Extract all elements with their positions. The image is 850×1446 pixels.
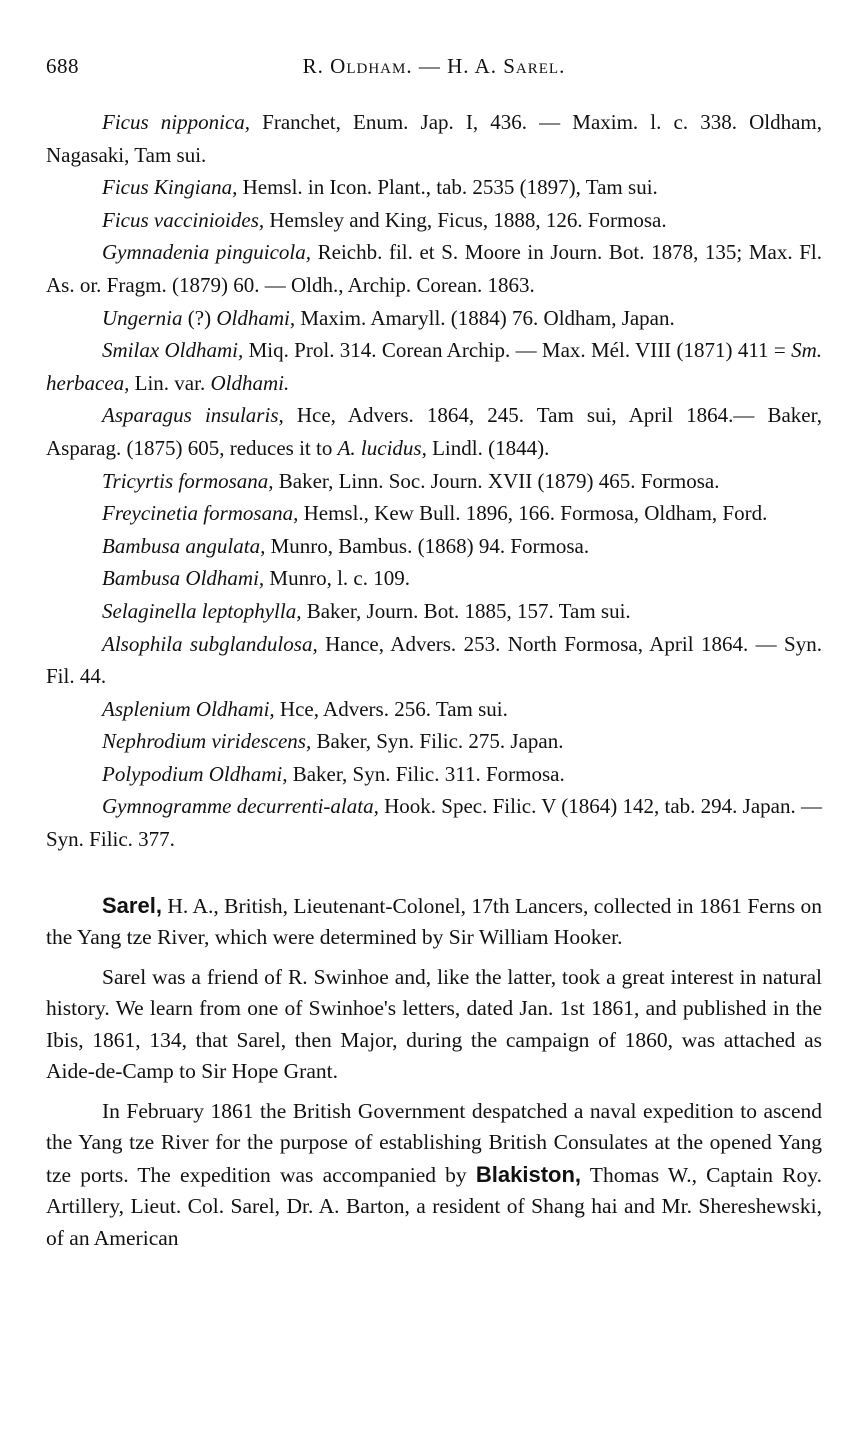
- body-paragraph: [46, 890, 822, 954]
- citation-text: (?): [182, 305, 217, 330]
- citation-text: Hce, Advers. 1864, 245. Tam sui, April 1864.— Baker, Asparag. (1875) 605, reduces it to: [46, 403, 822, 460]
- species-entry: [46, 497, 822, 530]
- citation-text: In February 1861 the British Government despatched a naval expedition to ascend the Yang tze River for the purpose of establishing British Consulates at the opened Yang tze ports. The expedition was accompanied by: [46, 1098, 822, 1187]
- citation-text: Miq. Prol. 314. Corean Archip. — Max. Mél. VIII (1871) 411 =: [243, 338, 792, 363]
- citation-text: Munro, Bambus. (1868) 94. Formosa.: [265, 533, 590, 558]
- citation-text: Baker, Journ. Bot. 1885, 157. Tam sui.: [301, 598, 631, 623]
- species-entry: [46, 530, 822, 563]
- species-entry: [46, 562, 822, 595]
- citation-text: Maxim. Amaryll. (1884) 76. Oldham, Japan.: [295, 305, 675, 330]
- species-entry: [46, 236, 822, 301]
- taxon-name: Oldhami.: [210, 370, 290, 395]
- species-entry: [46, 171, 822, 204]
- sarel-biography-section: [46, 890, 822, 1255]
- citation-text: Hance, Advers. 253. North Formosa, April 1864. — Syn. Fil. 44.: [46, 631, 822, 689]
- citation-text: Reichb. fil. et S. Moore in Journ. Bot. 1878, 135; Max. Fl. As. or. Fragm. (1879) 60. — Oldh., Archip. Corean. 1863.: [46, 240, 822, 297]
- citation-text: Baker, Syn. Filic. 311. Formosa.: [287, 761, 565, 786]
- page-number: 688: [46, 54, 79, 78]
- citation-text: Lindl. (1844).: [426, 435, 550, 460]
- citation-text: H. A., British, Lieutenant-Colonel, 17th Lancers, collected in 1861 Ferns on the Yang tze River, which were determined by Sir William Hooker.: [46, 893, 822, 950]
- citation-text: Baker, Linn. Soc. Journ. XVII (1879) 465. Formosa.: [273, 468, 720, 493]
- species-entry: [46, 595, 822, 628]
- species-entry: [46, 204, 822, 237]
- species-entry: [46, 465, 822, 498]
- citation-text: Hemsley and King, Ficus, 1888, 126. Formosa.: [264, 207, 667, 232]
- taxon-name: Bambusa angulata,: [102, 533, 266, 558]
- body-paragraph: [46, 1096, 822, 1255]
- species-entry: [46, 334, 822, 399]
- citation-text: Baker, Syn. Filic. 275. Japan.: [311, 729, 564, 754]
- taxon-name: Tricyrtis formosana,: [102, 468, 274, 493]
- taxon-name: Oldhami,: [216, 305, 296, 330]
- page-header: [46, 48, 822, 88]
- taxon-name: Asparagus insularis,: [102, 403, 284, 428]
- taxon-name: Smilax Oldhami,: [102, 338, 244, 363]
- taxon-name: Selaginella leptophylla,: [102, 598, 302, 623]
- citation-text: Hce, Advers. 256. Tam sui.: [274, 696, 508, 721]
- person-name: Sarel,: [102, 892, 162, 918]
- species-entry: [46, 693, 822, 726]
- taxon-name: Sm. herbacea,: [46, 338, 823, 395]
- taxon-name: Nephrodium viridescens,: [102, 729, 312, 754]
- person-name: Blakiston,: [475, 1161, 582, 1187]
- species-entry: [46, 758, 822, 791]
- species-entry: [46, 302, 822, 335]
- taxon-name: Bambusa Oldhami,: [102, 566, 265, 591]
- citation-text: Hemsl. in Icon. Plant., tab. 2535 (1897), Tam sui.: [237, 175, 658, 200]
- taxon-name: Ficus Kingiana,: [102, 175, 238, 200]
- citation-text: Franchet, Enum. Jap. I, 436. — Maxim. l. c. 338. Oldham, Nagasaki, Tam sui.: [46, 110, 822, 167]
- species-entry: [46, 628, 822, 693]
- taxon-name: A. lucidus,: [337, 435, 427, 460]
- taxon-name: Ungernia: [102, 305, 183, 330]
- citation-text: Thomas W., Captain Roy. Artillery, Lieut. Col. Sarel, Dr. A. Barton, a resident of Shang hai and Mr. Shereshewski, of an American: [46, 1162, 823, 1250]
- taxon-name: Ficus vaccinioides,: [102, 207, 265, 232]
- species-entry: [46, 725, 822, 758]
- citation-text: Sarel was a friend of R. Swinhoe and, like the latter, took a great interest in natural history. We learn from one of Swinhoe's letters, dated Jan. 1st 1861, and published in the Ibis, 1861, 134, that Sarel, then Major, during the campaign of 1860, was attached as Aide-de-Camp to Sir Hope Grant.: [46, 964, 822, 1084]
- species-entry: [46, 399, 822, 464]
- taxon-name: Freycinetia formosana,: [102, 501, 299, 526]
- citation-text: Hook. Spec. Filic. V (1864) 142, tab. 294. Japan. — Syn. Filic. 377.: [46, 794, 822, 852]
- species-entry-list: [46, 106, 822, 856]
- citation-text: Munro, l. c. 109.: [264, 566, 410, 591]
- taxon-name: Asplenium Oldhami,: [102, 696, 275, 721]
- taxon-name: Ficus nipponica,: [102, 110, 251, 134]
- citation-text: Hemsl., Kew Bull. 1896, 166. Formosa, Oldham, Ford.: [298, 501, 768, 526]
- taxon-name: Alsophila subglandulosa,: [102, 631, 318, 656]
- running-head: R. Oldham. — H. A. Sarel.: [302, 54, 566, 78]
- taxon-name: Gymnogramme decurrenti-alata,: [102, 794, 379, 819]
- taxon-name: Gymnadenia pinguicola,: [102, 240, 311, 265]
- body-paragraph: [46, 962, 822, 1088]
- taxon-name: Polypodium Oldhami,: [102, 761, 288, 786]
- citation-text: Lin. var.: [129, 370, 211, 395]
- species-entry: [46, 106, 822, 171]
- species-entry: [46, 790, 822, 855]
